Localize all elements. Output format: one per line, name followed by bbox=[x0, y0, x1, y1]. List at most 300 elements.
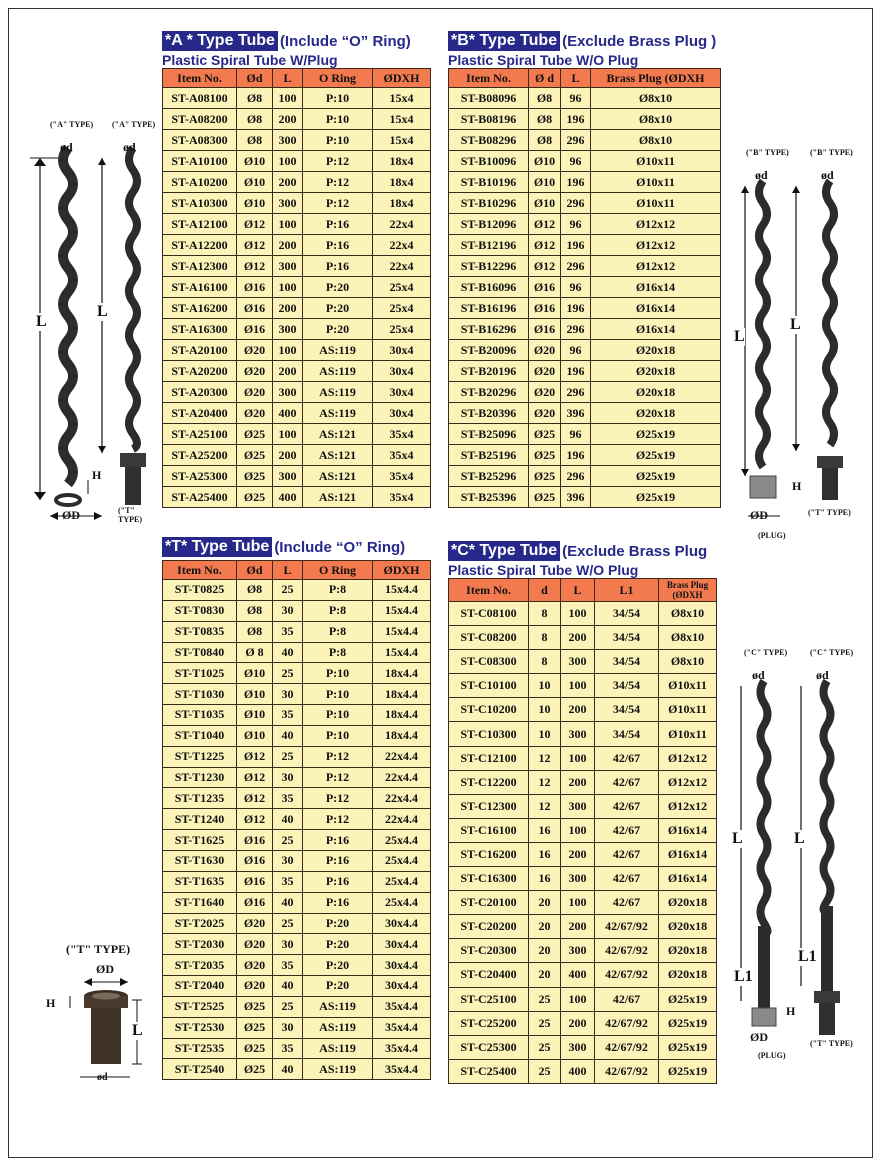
table-cell: 396 bbox=[561, 403, 591, 424]
table-cell: 25 bbox=[273, 580, 303, 601]
table-cell: P:10 bbox=[303, 705, 373, 726]
table-cell: 200 bbox=[561, 842, 595, 866]
item-number-cell: ST-B16196 bbox=[449, 298, 529, 319]
item-number-cell: ST-C16100 bbox=[449, 818, 529, 842]
item-number-cell: ST-A16300 bbox=[163, 319, 237, 340]
table-row bbox=[163, 955, 431, 976]
item-number-cell: ST-T1035 bbox=[163, 705, 237, 726]
table-cell: Ø8 bbox=[237, 580, 273, 601]
a-H-label: H bbox=[92, 468, 102, 482]
b-plug-label: (PLUG) bbox=[758, 531, 786, 540]
table-cell: Ø8x10 bbox=[591, 88, 721, 109]
table-cell: 35 bbox=[273, 955, 303, 976]
item-number-cell: ST-T1240 bbox=[163, 809, 237, 830]
item-number-cell: ST-T0840 bbox=[163, 642, 237, 663]
table-cell: 42/67 bbox=[595, 842, 659, 866]
c-d-label-1: ød bbox=[752, 668, 765, 682]
table-cell: Ø25 bbox=[529, 445, 561, 466]
table-cell: 400 bbox=[561, 963, 595, 987]
table-row bbox=[449, 987, 717, 1011]
table-cell: P:10 bbox=[303, 684, 373, 705]
table-row bbox=[449, 235, 721, 256]
table-cell: 42/67/92 bbox=[595, 915, 659, 939]
table-cell: 40 bbox=[273, 976, 303, 997]
table-cell: 35x4 bbox=[373, 445, 431, 466]
table-cell: 300 bbox=[273, 256, 303, 277]
table-cell: Ø20 bbox=[237, 976, 273, 997]
table-cell: 100 bbox=[561, 818, 595, 842]
table-cell: Ø10 bbox=[529, 193, 561, 214]
table-row bbox=[449, 818, 717, 842]
table-cell: 25x4.4 bbox=[373, 871, 431, 892]
section-a-title-highlight: *A * Type Tube bbox=[162, 31, 278, 51]
table-row bbox=[449, 340, 721, 361]
table-cell: Ø20 bbox=[529, 403, 561, 424]
table-cell: 22x4 bbox=[373, 235, 431, 256]
table-cell: Ø12 bbox=[237, 256, 273, 277]
item-number-cell: ST-T2040 bbox=[163, 976, 237, 997]
a-t-type-label: ("T" TYPE) bbox=[118, 506, 142, 524]
table-cell: 35x4.4 bbox=[373, 996, 431, 1017]
table-cell: 35x4.4 bbox=[373, 1017, 431, 1038]
b-D-label: ØD bbox=[750, 508, 768, 522]
table-cell: 25 bbox=[273, 913, 303, 934]
table-cell: Ø16x14 bbox=[591, 298, 721, 319]
table-cell: 100 bbox=[273, 277, 303, 298]
table-cell: P:20 bbox=[303, 934, 373, 955]
section-b-title bbox=[448, 30, 721, 52]
table-cell: Ø25 bbox=[529, 487, 561, 508]
item-number-cell: ST-B08196 bbox=[449, 109, 529, 130]
table-cell: 296 bbox=[561, 466, 591, 487]
table-cell: Ø10 bbox=[237, 725, 273, 746]
table-cell: 40 bbox=[273, 809, 303, 830]
table-cell: Ø10 bbox=[237, 151, 273, 172]
item-number-cell: ST-C25300 bbox=[449, 1035, 529, 1059]
table-row bbox=[163, 424, 431, 445]
table-row bbox=[449, 424, 721, 445]
table-cell: P:12 bbox=[303, 809, 373, 830]
table-cell: Ø16 bbox=[237, 871, 273, 892]
item-number-cell: ST-C20400 bbox=[449, 963, 529, 987]
table-cell: 42/67/92 bbox=[595, 1011, 659, 1035]
table-cell: Ø20 bbox=[237, 361, 273, 382]
table-row bbox=[163, 172, 431, 193]
column-header: Ø d bbox=[529, 69, 561, 88]
table-cell: Ø12 bbox=[237, 809, 273, 830]
item-number-cell: ST-A20300 bbox=[163, 382, 237, 403]
table-cell: Ø10 bbox=[237, 684, 273, 705]
table-cell: 300 bbox=[561, 939, 595, 963]
table-cell: 300 bbox=[561, 867, 595, 891]
table-cell: 42/67 bbox=[595, 818, 659, 842]
table-header-row bbox=[449, 69, 721, 88]
item-number-cell: ST-B20096 bbox=[449, 340, 529, 361]
table-cell: Ø20 bbox=[529, 361, 561, 382]
table-cell: P:10 bbox=[303, 109, 373, 130]
item-number-cell: ST-T1630 bbox=[163, 850, 237, 871]
table-cell: P:20 bbox=[303, 913, 373, 934]
a-L-label-1: L bbox=[36, 313, 47, 330]
table-cell: 100 bbox=[561, 674, 595, 698]
item-number-cell: ST-T2030 bbox=[163, 934, 237, 955]
table-cell: Ø20 bbox=[237, 955, 273, 976]
item-number-cell: ST-C16300 bbox=[449, 867, 529, 891]
table-cell: 296 bbox=[561, 193, 591, 214]
table-cell: Ø20x18 bbox=[591, 382, 721, 403]
c-H-label: H bbox=[786, 1004, 796, 1018]
table-cell: 42/67/92 bbox=[595, 1035, 659, 1059]
table-cell: Ø8x10 bbox=[591, 130, 721, 151]
column-header: Brass Plug (ØDXH bbox=[591, 69, 721, 88]
item-number-cell: ST-B08296 bbox=[449, 130, 529, 151]
table-cell: 18x4.4 bbox=[373, 663, 431, 684]
table-cell: Ø8 bbox=[237, 109, 273, 130]
item-number-cell: ST-B20396 bbox=[449, 403, 529, 424]
table-cell: 42/67 bbox=[595, 770, 659, 794]
item-number-cell: ST-T2540 bbox=[163, 1059, 237, 1080]
column-header: ØDXH bbox=[373, 561, 431, 580]
item-number-cell: ST-B16296 bbox=[449, 319, 529, 340]
table-header-row bbox=[163, 561, 431, 580]
table-row bbox=[163, 1017, 431, 1038]
table-cell: Ø25x19 bbox=[659, 1035, 717, 1059]
table-cell: 20 bbox=[529, 891, 561, 915]
table-cell: Ø10 bbox=[237, 193, 273, 214]
item-number-cell: ST-T2025 bbox=[163, 913, 237, 934]
item-number-cell: ST-B20196 bbox=[449, 361, 529, 382]
table-cell: P:10 bbox=[303, 130, 373, 151]
table-row bbox=[163, 934, 431, 955]
table-cell: Ø12x12 bbox=[659, 794, 717, 818]
table-row bbox=[449, 939, 717, 963]
table-cell: Ø 8 bbox=[237, 642, 273, 663]
table-row bbox=[449, 746, 717, 770]
b-type-illustration bbox=[728, 146, 873, 546]
b-L-label-2: L bbox=[790, 316, 801, 333]
table-cell: P:20 bbox=[303, 319, 373, 340]
table-cell: 40 bbox=[273, 642, 303, 663]
table-row bbox=[163, 382, 431, 403]
table-cell: AS:121 bbox=[303, 424, 373, 445]
table-cell: 100 bbox=[273, 424, 303, 445]
table-row bbox=[163, 466, 431, 487]
table-cell: 200 bbox=[273, 445, 303, 466]
table-cell: 100 bbox=[561, 891, 595, 915]
column-header: O Ring bbox=[303, 69, 373, 88]
table-cell: 296 bbox=[561, 319, 591, 340]
table-cell: P:16 bbox=[303, 830, 373, 851]
table-row bbox=[163, 445, 431, 466]
c-type-drawing bbox=[728, 646, 873, 1066]
table-cell: AS:121 bbox=[303, 487, 373, 508]
c-type-label-1: ("C" TYPE) bbox=[744, 648, 788, 657]
table-cell: 34/54 bbox=[595, 602, 659, 626]
b-d-label-2: ød bbox=[821, 168, 834, 182]
table-cell: 300 bbox=[561, 722, 595, 746]
section-c bbox=[448, 540, 717, 1084]
item-number-cell: ST-T2525 bbox=[163, 996, 237, 1017]
table-cell: Ø16 bbox=[529, 319, 561, 340]
column-header: L bbox=[561, 579, 595, 602]
table-cell: P:10 bbox=[303, 88, 373, 109]
table-row bbox=[163, 256, 431, 277]
table-cell: P:12 bbox=[303, 193, 373, 214]
table-cell: 34/54 bbox=[595, 674, 659, 698]
table-cell: Ø16 bbox=[237, 319, 273, 340]
table-row bbox=[163, 340, 431, 361]
table-cell: 18x4 bbox=[373, 193, 431, 214]
table-cell: Ø8 bbox=[529, 109, 561, 130]
item-number-cell: ST-C20200 bbox=[449, 915, 529, 939]
table-cell: Ø12 bbox=[237, 214, 273, 235]
table-cell: 25x4.4 bbox=[373, 850, 431, 871]
table-cell: P:10 bbox=[303, 725, 373, 746]
table-cell: 25 bbox=[529, 1035, 561, 1059]
item-number-cell: ST-C08300 bbox=[449, 650, 529, 674]
item-number-cell: ST-C10300 bbox=[449, 722, 529, 746]
table-cell: 300 bbox=[561, 650, 595, 674]
table-row bbox=[163, 850, 431, 871]
table-cell: Ø20x18 bbox=[659, 963, 717, 987]
item-number-cell: ST-A16200 bbox=[163, 298, 237, 319]
table-cell: Ø16x14 bbox=[591, 277, 721, 298]
table-cell: P:12 bbox=[303, 151, 373, 172]
table-cell: P:16 bbox=[303, 892, 373, 913]
table-cell: P:20 bbox=[303, 955, 373, 976]
item-number-cell: ST-T1635 bbox=[163, 871, 237, 892]
table-cell: 196 bbox=[561, 298, 591, 319]
table-cell: 25 bbox=[529, 1059, 561, 1083]
b-t-type-label: ("T" TYPE) bbox=[808, 508, 851, 517]
table-row bbox=[449, 722, 717, 746]
table-row bbox=[163, 621, 431, 642]
c-type-illustration bbox=[728, 646, 873, 1066]
table-cell: 12 bbox=[529, 794, 561, 818]
table-a bbox=[162, 68, 431, 508]
table-cell: Ø8x10 bbox=[659, 602, 717, 626]
table-cell: P:16 bbox=[303, 214, 373, 235]
table-row bbox=[163, 746, 431, 767]
table-cell: Ø10x11 bbox=[659, 722, 717, 746]
table-row bbox=[163, 996, 431, 1017]
table-cell: 196 bbox=[561, 172, 591, 193]
table-cell: Ø12 bbox=[237, 235, 273, 256]
t-d-label: ød bbox=[97, 1072, 108, 1083]
table-cell: 15x4.4 bbox=[373, 642, 431, 663]
table-cell: Ø8x10 bbox=[659, 650, 717, 674]
a-d-label-2: ød bbox=[123, 140, 136, 154]
table-cell: Ø20x18 bbox=[591, 361, 721, 382]
table-cell: 8 bbox=[529, 626, 561, 650]
table-cell: 22x4.4 bbox=[373, 809, 431, 830]
table-cell: P:16 bbox=[303, 850, 373, 871]
item-number-cell: ST-B16096 bbox=[449, 277, 529, 298]
table-cell: 30 bbox=[273, 850, 303, 871]
item-number-cell: ST-T2535 bbox=[163, 1038, 237, 1059]
table-cell: AS:119 bbox=[303, 1017, 373, 1038]
item-number-cell: ST-A25100 bbox=[163, 424, 237, 445]
table-cell: Ø16 bbox=[237, 892, 273, 913]
section-t-title bbox=[162, 536, 431, 558]
table-cell: 42/67/92 bbox=[595, 1059, 659, 1083]
table-cell: 22x4 bbox=[373, 214, 431, 235]
table-row bbox=[449, 445, 721, 466]
t-D-label: ØD bbox=[96, 962, 114, 976]
table-row bbox=[163, 361, 431, 382]
column-header: Ød bbox=[237, 69, 273, 88]
column-header: Ød bbox=[237, 561, 273, 580]
section-t bbox=[162, 536, 431, 1080]
table-row bbox=[163, 1059, 431, 1080]
table-cell: 396 bbox=[561, 487, 591, 508]
table-cell: 30x4.4 bbox=[373, 955, 431, 976]
table-cell: 42/67/92 bbox=[595, 939, 659, 963]
table-cell: Ø25 bbox=[237, 1038, 273, 1059]
table-row bbox=[449, 382, 721, 403]
table-t bbox=[162, 560, 431, 1080]
table-cell: AS:121 bbox=[303, 445, 373, 466]
table-cell: P:20 bbox=[303, 277, 373, 298]
table-cell: AS:119 bbox=[303, 382, 373, 403]
table-row bbox=[449, 770, 717, 794]
c-L-label-1: L bbox=[732, 830, 743, 847]
table-cell: Ø25x19 bbox=[659, 987, 717, 1011]
table-cell: 35x4.4 bbox=[373, 1059, 431, 1080]
table-cell: Ø20 bbox=[237, 340, 273, 361]
table-cell: 35 bbox=[273, 621, 303, 642]
c-d-label-2: ød bbox=[816, 668, 829, 682]
item-number-cell: ST-C25100 bbox=[449, 987, 529, 1011]
column-header: Item No. bbox=[449, 579, 529, 602]
table-cell: Ø10x11 bbox=[659, 674, 717, 698]
section-c-title-highlight: *C* Type Tube bbox=[448, 541, 560, 561]
item-number-cell: ST-T0825 bbox=[163, 580, 237, 601]
table-cell: Ø8 bbox=[237, 88, 273, 109]
table-cell: Ø20x18 bbox=[659, 939, 717, 963]
table-cell: 34/54 bbox=[595, 650, 659, 674]
table-cell: 96 bbox=[561, 424, 591, 445]
table-cell: Ø25x19 bbox=[591, 424, 721, 445]
table-cell: P:12 bbox=[303, 172, 373, 193]
table-cell: 16 bbox=[529, 842, 561, 866]
table-cell: 96 bbox=[561, 151, 591, 172]
table-row bbox=[449, 842, 717, 866]
table-cell: AS:119 bbox=[303, 403, 373, 424]
table-row bbox=[449, 626, 717, 650]
table-cell: 12 bbox=[529, 770, 561, 794]
table-cell: 200 bbox=[273, 361, 303, 382]
table-cell: Ø8 bbox=[529, 130, 561, 151]
table-cell: 22x4.4 bbox=[373, 746, 431, 767]
section-b-subtitle: Plastic Spiral Tube W/O Plug bbox=[448, 52, 639, 68]
table-cell: P:8 bbox=[303, 580, 373, 601]
table-cell: Ø25 bbox=[237, 1059, 273, 1080]
t-H-label: H bbox=[46, 996, 56, 1010]
table-cell: 96 bbox=[561, 277, 591, 298]
table-cell: 18x4.4 bbox=[373, 684, 431, 705]
table-cell: Ø12x12 bbox=[659, 746, 717, 770]
table-cell: Ø25 bbox=[529, 424, 561, 445]
table-cell: Ø10 bbox=[529, 151, 561, 172]
table-cell: 42/67 bbox=[595, 987, 659, 1011]
table-row bbox=[449, 867, 717, 891]
table-cell: P:20 bbox=[303, 298, 373, 319]
c-D-label: ØD bbox=[750, 1030, 768, 1044]
table-cell: Ø20 bbox=[237, 403, 273, 424]
table-cell: 10 bbox=[529, 674, 561, 698]
table-cell: 100 bbox=[273, 340, 303, 361]
table-cell: 15x4 bbox=[373, 109, 431, 130]
table-row bbox=[449, 109, 721, 130]
table-cell: 20 bbox=[529, 963, 561, 987]
table-cell: 35x4 bbox=[373, 487, 431, 508]
column-header: L bbox=[561, 69, 591, 88]
table-row bbox=[163, 1038, 431, 1059]
a-type-illustration bbox=[20, 118, 160, 533]
table-cell: 30 bbox=[273, 934, 303, 955]
table-row bbox=[163, 913, 431, 934]
table-cell: 35 bbox=[273, 1038, 303, 1059]
section-b-title-highlight: *B* Type Tube bbox=[448, 31, 560, 51]
table-cell: Ø25 bbox=[237, 445, 273, 466]
table-cell: 30 bbox=[273, 600, 303, 621]
item-number-cell: ST-A08200 bbox=[163, 109, 237, 130]
column-header: Item No. bbox=[163, 69, 237, 88]
column-header: L1 bbox=[595, 579, 659, 602]
table-cell: 200 bbox=[561, 698, 595, 722]
table-cell: 35 bbox=[273, 788, 303, 809]
table-cell: Ø16 bbox=[237, 830, 273, 851]
table-cell: 40 bbox=[273, 725, 303, 746]
table-cell: 40 bbox=[273, 892, 303, 913]
table-cell: 200 bbox=[273, 172, 303, 193]
table-cell: Ø8 bbox=[237, 600, 273, 621]
table-cell: AS:121 bbox=[303, 466, 373, 487]
table-row bbox=[449, 915, 717, 939]
table-cell: 300 bbox=[273, 382, 303, 403]
table-cell: 25 bbox=[273, 663, 303, 684]
b-H-label: H bbox=[792, 479, 802, 493]
table-cell: Ø25 bbox=[529, 466, 561, 487]
item-number-cell: ST-C25400 bbox=[449, 1059, 529, 1083]
table-cell: 35x4 bbox=[373, 424, 431, 445]
table-row bbox=[449, 277, 721, 298]
item-number-cell: ST-B12196 bbox=[449, 235, 529, 256]
table-cell: Ø20 bbox=[237, 913, 273, 934]
table-row bbox=[163, 298, 431, 319]
table-cell: 42/67 bbox=[595, 794, 659, 818]
table-cell: 30x4 bbox=[373, 382, 431, 403]
table-cell: 196 bbox=[561, 445, 591, 466]
table-cell: 25 bbox=[273, 746, 303, 767]
table-cell: Ø25 bbox=[237, 466, 273, 487]
table-cell: 25 bbox=[529, 1011, 561, 1035]
table-row bbox=[163, 319, 431, 340]
section-c-subtitle: Plastic Spiral Tube W/O Plug bbox=[448, 562, 639, 578]
table-row bbox=[163, 767, 431, 788]
table-cell: 35x4.4 bbox=[373, 1038, 431, 1059]
table-cell: Ø25 bbox=[237, 1017, 273, 1038]
table-row bbox=[449, 172, 721, 193]
table-cell: 8 bbox=[529, 602, 561, 626]
table-cell: 100 bbox=[561, 746, 595, 770]
table-row bbox=[449, 88, 721, 109]
table-cell: 25x4 bbox=[373, 319, 431, 340]
table-row bbox=[163, 487, 431, 508]
item-number-cell: ST-A08300 bbox=[163, 130, 237, 151]
table-cell: P:10 bbox=[303, 663, 373, 684]
